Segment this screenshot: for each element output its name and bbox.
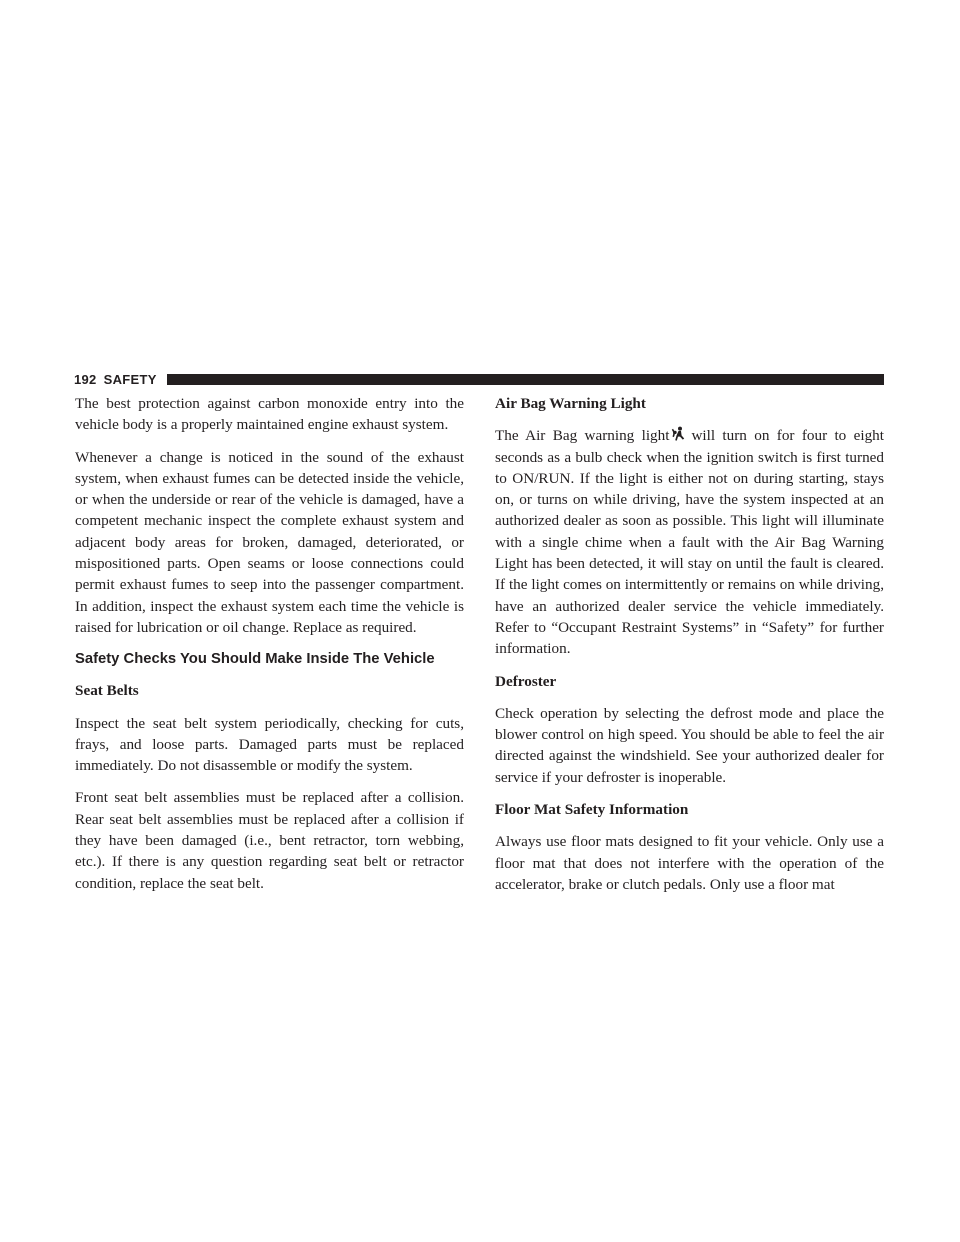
heading-floor-mat-safety: Floor Mat Safety Information	[495, 801, 689, 819]
heading-air-bag-warning-light: Air Bag Warning Light	[495, 395, 646, 412]
paragraph-exhaust-intro: The best protection against carbon monoxide entry into the vehicle body is a properly maintained engine exhaust system.	[75, 395, 464, 434]
air-bag-lead-text: The Air Bag warning light	[495, 427, 670, 445]
paragraph-floor-mat: Always use floor mats designed to fit your vehicle. Only use a floor mat that does not interfere with the operation of the accelerator, brake or clutch pedals. Only use a floor mat	[495, 833, 884, 893]
section-name: SAFETY	[103, 371, 157, 387]
page-header	[74, 371, 884, 387]
paragraph-exhaust-inspection: Whenever a change is noticed in the sound of the exhaust system, when exhaust fumes can be detected inside the vehicle, or when the underside or rear of the vehicle is damaged, have a competent mechanic inspect the complete exhaust system and adjacent body areas for broken, damaged, deteriorated, or mispositioned parts. Open seams or loose connections could permit exhaust fumes to seep into the passenger compartment. In addition, inspect the exhaust system each time the vehicle is raised for lubrication or oil change. Replace as required.	[75, 448, 464, 636]
section-heading-inside-checks: Safety Checks You Should Make Inside The Vehicle	[75, 651, 435, 668]
right-column	[495, 393, 884, 906]
airbag-warning-icon	[671, 426, 687, 442]
air-bag-body-text: will turn on for four to eight seconds as a bulb check when the ignition switch is first turned to ON/RUN. If the light is either not on during starting, stays on, or turns on while driving, have the system inspected at an authorized dealer as soon as possible. This light will illuminate with a single chime when a fault with the Air Bag Warning Light has been detected, it will stay on until the fault is cleared. If the light comes on intermittently or remains on while driving, have an authorized dealer service the vehicle immediately. Refer to “Occupant Restraint Systems” in “Safety” for further information.	[495, 427, 884, 658]
left-column	[75, 393, 464, 905]
page-number: 192	[74, 371, 97, 387]
paragraph-air-bag-warning	[495, 425, 884, 659]
paragraph-defroster: Check operation by selecting the defrost mode and place the blower control on high speed. You should be able to feel the air directed against the windshield. See your authorized dealer for service if your defroster is inoperable.	[495, 704, 884, 786]
header-rule	[167, 374, 884, 385]
heading-seat-belts: Seat Belts	[75, 682, 139, 700]
paragraph-seat-belt-replacement: Front seat belt assemblies must be replaced after a collision. Rear seat belt assemblies must be replaced after a collision if they have been damaged (i.e., bent retractor, torn webbing, etc.). If there is any question regarding seat belt or retractor condition, replace the seat belt.	[75, 789, 464, 892]
heading-defroster: Defroster	[495, 672, 557, 690]
paragraph-seat-belt-inspection: Inspect the seat belt system periodically, checking for cuts, frays, and loose parts. Damaged parts must be replaced immediately. Do not disassemble or modify the system.	[75, 714, 464, 775]
